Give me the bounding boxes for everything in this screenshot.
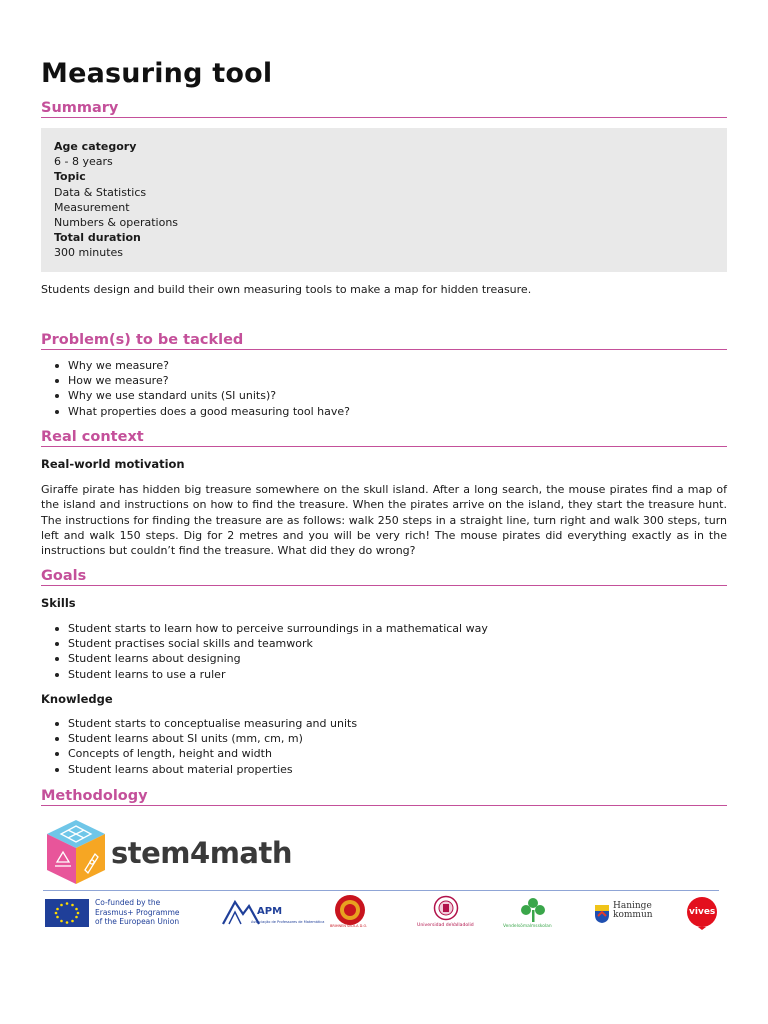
list-item: Student learns about SI units (mm, cm, m) (68, 731, 357, 746)
school-seal-logo (332, 894, 368, 930)
vives-wordmark: vives (689, 907, 716, 917)
list-item: How we measure? (68, 373, 350, 388)
apm-subtitle: Associação de Professores de Matemática (251, 920, 325, 924)
problems-list (68, 358, 350, 419)
list-item: Why we use standard units (SI units)? (68, 388, 350, 403)
section-problems-heading: Problem(s) to be tackled (41, 332, 727, 350)
section-summary-heading: Summary (41, 100, 727, 118)
age-category-label: Age category (54, 140, 137, 153)
uva-logo (417, 895, 477, 931)
knowledge-list (68, 716, 357, 777)
stem4math-logo (45, 818, 292, 888)
crest-icon (433, 895, 459, 921)
clover-caption: Vendelsömalmsskolan (503, 924, 552, 929)
list-item: Student learns about material properties (68, 762, 357, 777)
list-item: What properties does a good measuring tool have? (68, 404, 351, 418)
haninge-shield-icon (594, 904, 610, 924)
apm-wordmark: APM (257, 906, 283, 917)
apm-logo (221, 896, 325, 930)
list-item: Student starts to learn how to perceive surroundings in a mathematical way (68, 622, 488, 635)
section-goals-heading: Goals (41, 568, 727, 586)
list-item: Concepts of length, height and width (68, 746, 357, 761)
haninge-logo (594, 902, 660, 926)
seal-caption: BRIHNEN SKOLA D.O. (330, 924, 368, 928)
list-item: Student learns about designing (68, 651, 488, 666)
real-world-motivation-text: Giraffe pirate has hidden big treasure somewhere on the skull island. After a long search, the mouse pirates find a map of the island and instructions on how to find the treasure. When the pirates arrive on the island, they start the treasure hunt. The instructions for finding the treasure are as follows: walk 250 steps in a straight line, turn right and walk 300 steps, turn left and walk 150 steps. Dig for 2 metres and you will be very rich! The mouse pirates did everything exactly as in the instructions but couldn’t find the treasure. What did they do wrong? (41, 483, 727, 558)
section-methodology-heading: Methodology (41, 788, 727, 806)
real-world-motivation-heading: Real-world motivation (41, 457, 185, 471)
section-real-context-heading: Real context (41, 429, 727, 447)
uva-caption: Universidad deValladolid (417, 923, 474, 928)
topic-item: Data & Statistics (54, 185, 147, 199)
topic-label: Topic (54, 170, 86, 184)
school-clover-logo (503, 896, 567, 932)
knowledge-heading: Knowledge (41, 692, 113, 706)
list-item: Student learns to use a ruler (68, 667, 488, 682)
intro-text: Students design and build their own measuring tools to make a map for hidden treasure. (41, 283, 532, 296)
summary-box (41, 128, 727, 272)
skills-list (68, 621, 488, 682)
vives-logo (686, 895, 718, 931)
partner-logos (45, 894, 725, 934)
eu-flag-icon (45, 899, 89, 927)
cube-logo-icon (45, 818, 107, 886)
skills-heading: Skills (41, 596, 76, 610)
eu-cofunded-text: Co-funded by the Erasmus+ Programme of the European Union (95, 898, 180, 926)
topic-item: Numbers & operations (54, 216, 179, 230)
clover-icon (519, 896, 547, 924)
topic-item: Measurement (54, 200, 130, 214)
stem4math-wordmark: stem4math (111, 836, 292, 870)
age-category-value: 6 - 8 years (54, 155, 113, 169)
list-item: Student practises social skills and teamwork (68, 636, 488, 651)
haninge-wordmark: Haninge kommun (613, 901, 653, 920)
total-duration-label: Total duration (54, 231, 141, 245)
page-title: Measuring tool (41, 58, 273, 89)
partner-divider (43, 890, 719, 891)
total-duration-value: 300 minutes (54, 246, 124, 260)
list-item: Why we measure? (68, 358, 350, 373)
list-item: Student starts to conceptualise measuring and units (68, 717, 358, 730)
